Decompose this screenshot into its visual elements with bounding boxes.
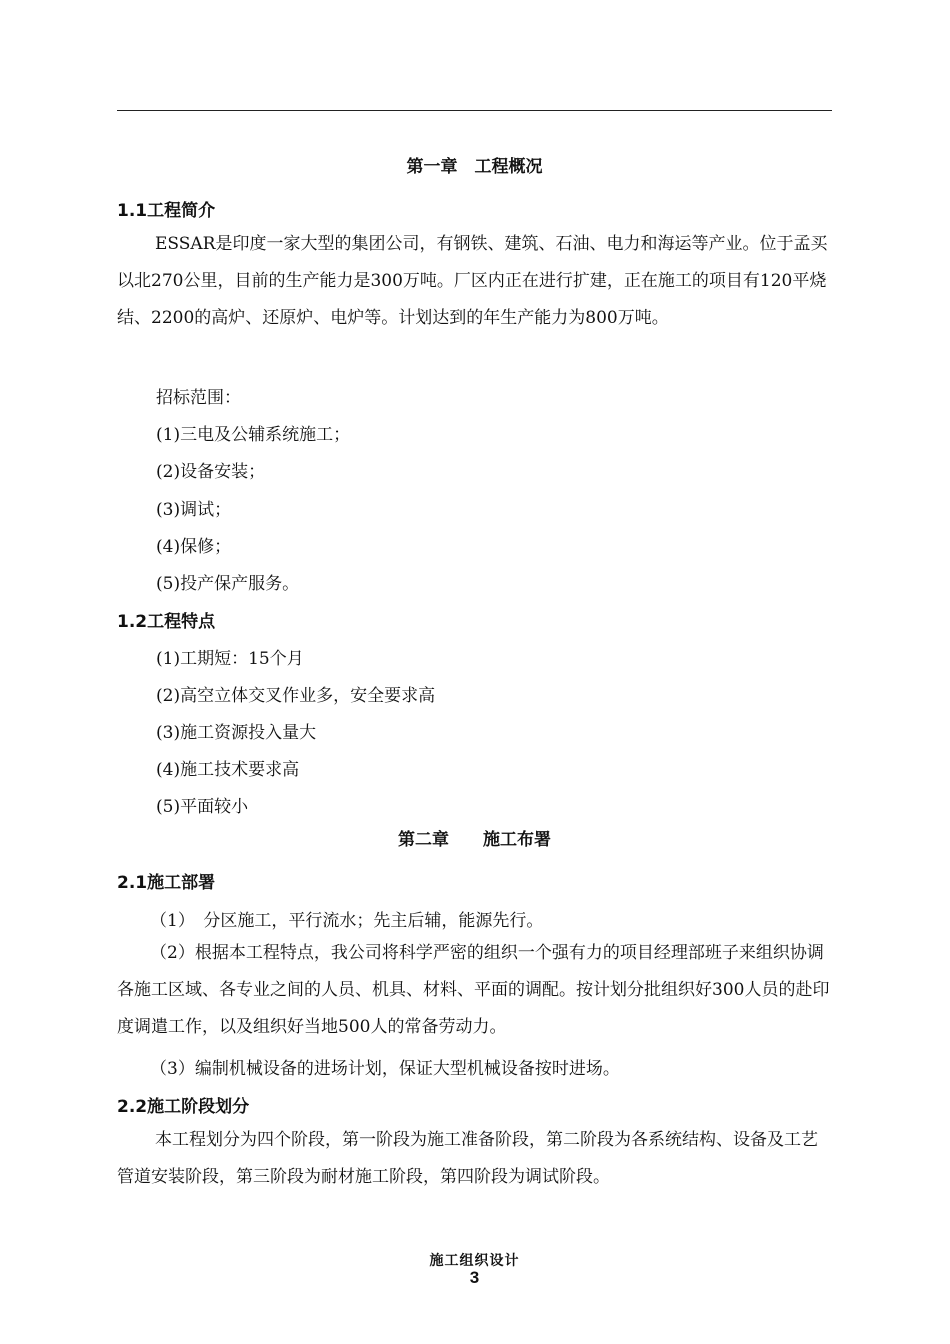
section-1-1-paragraph: ESSAR是印度一家大型的集团公司，有钢铁、建筑、石油、电力和海运等产业。位于孟买以北270公里，目前的生产能力是300万吨。厂区内正在进行扩建，正在施工的项目有120平烧结、2200的高炉、还原炉、电炉等。计划达到的年生产能力为800万吨。 (117, 234, 828, 328)
feature-item: (1)工期短：15个月 (156, 649, 304, 669)
scope-item: (2)设备安装； (156, 462, 266, 482)
scope-item: (4)保修； (156, 537, 232, 557)
scope-item: (3)调试； (156, 500, 232, 520)
scope-label: 招标范围： (156, 388, 241, 408)
deployment-point-2: （2）根据本工程特点，我公司将科学严密的组织一个强有力的项目经理部班子来组织协调各施工区域、各专业之间的人员、机具、材料、平面的调配。按计划分批组织好300人员的赴印度调遣工作，以及组织好当地500人的常备劳动力。 (117, 943, 830, 1037)
feature-item: (2)高空立体交叉作业多，安全要求高 (156, 686, 436, 706)
section-1-2-heading: 1.2工程特点 (117, 612, 216, 632)
chapter-2-title: 第二章 施工布署 (398, 830, 551, 850)
deployment-point-1: （1） 分区施工，平行流水；先主后辅，能源先行。 (150, 911, 544, 931)
scope-item: (1)三电及公辅系统施工； (156, 425, 351, 445)
section-2-2-heading: 2.2施工阶段划分 (117, 1097, 250, 1117)
section-2-1-heading: 2.1施工部署 (117, 873, 216, 893)
feature-item: (5)平面较小 (156, 797, 249, 817)
header-rule (117, 110, 832, 111)
feature-item: (3)施工资源投入量大 (156, 723, 317, 743)
scope-item: (5)投产保产服务。 (156, 574, 300, 594)
feature-item: (4)施工技术要求高 (156, 760, 300, 780)
footer-title: 施工组织设计 (429, 1253, 520, 1269)
footer-wave-rule (117, 1232, 832, 1240)
section-1-1-heading: 1.1工程简介 (117, 201, 216, 221)
page-number: 3 (469, 1268, 480, 1287)
section-2-2-paragraph: 本工程划分为四个阶段，第一阶段为施工准备阶段，第二阶段为各系统结构、设备及工艺管道安装阶段，第三阶段为耐材施工阶段，第四阶段为调试阶段。 (117, 1130, 818, 1187)
chapter-1-title: 第一章 工程概况 (406, 157, 543, 177)
deployment-point-3: （3）编制机械设备的进场计划，保证大型机械设备按时进场。 (150, 1059, 620, 1079)
